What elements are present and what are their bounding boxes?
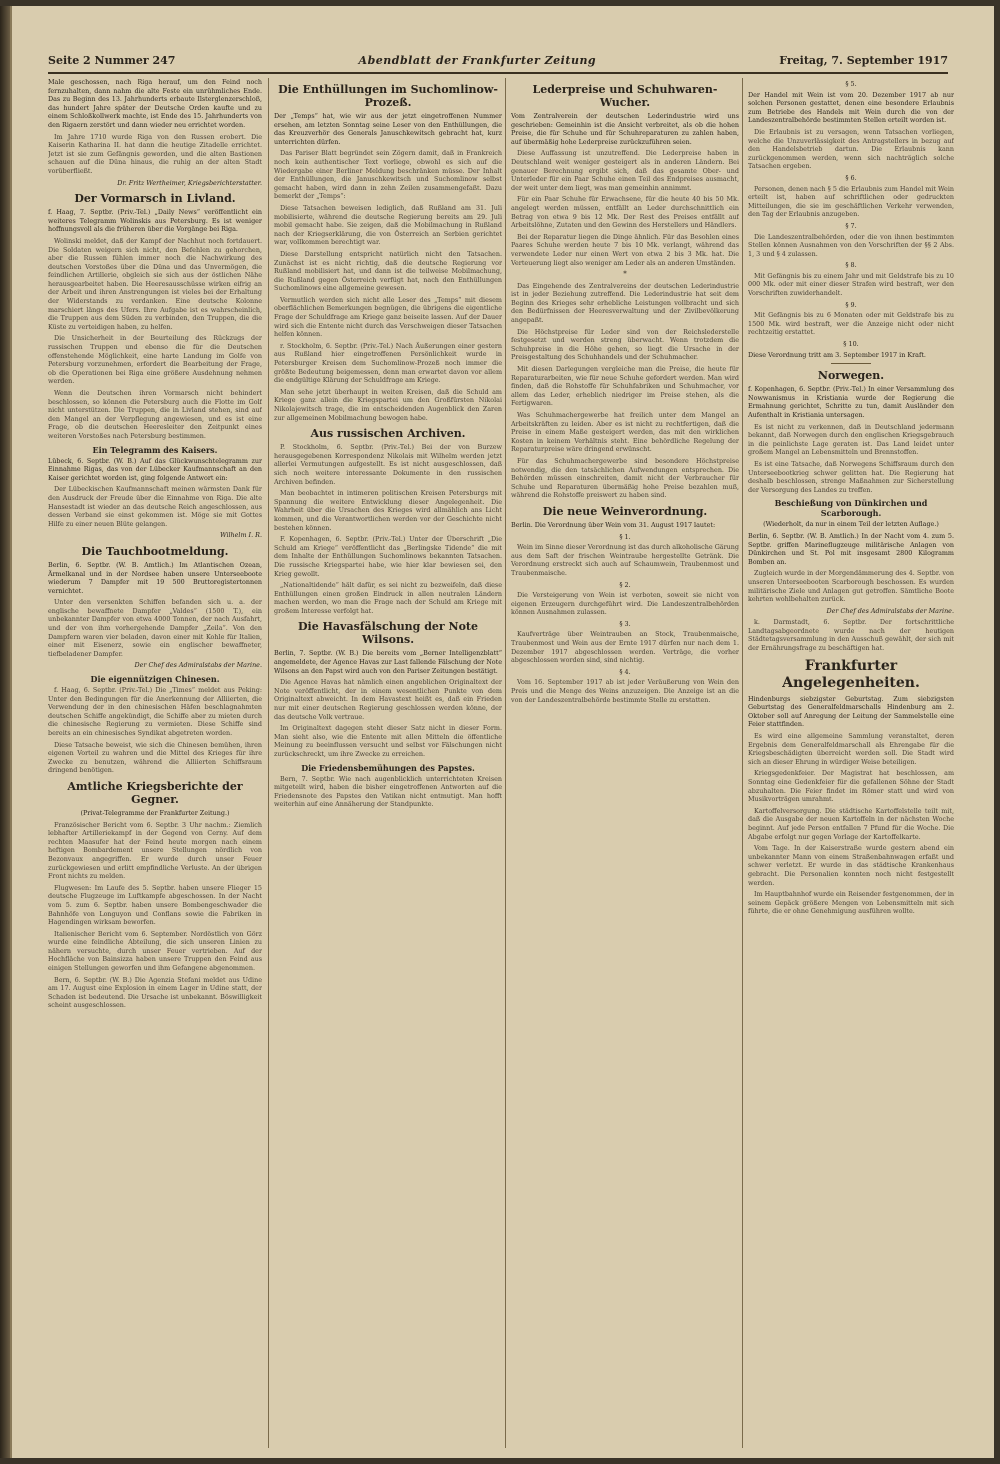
article-text: Kriegsgedenkfeier. Der Magistrat hat beschlossen, am Sonntag eine Gedenkfeier für die gefallenen Söhne der Stadt abzuhalten. Die Feier findet im Römer statt und wird von Musikvorträgen umrahmt. — [748, 769, 954, 804]
article-text: Vom 16. September 1917 ab ist jeder Veräußerung von Wein den Preis und die Menge des Weins anzuzeigen. Die Anzeige ist an die von der Landeszentralbehörde bestimmte Stelle zu erstatten. — [511, 678, 739, 704]
headline: Lederpreise und Schuhwaren-Wucher. — [532, 83, 718, 109]
article-text: Der Handel mit Wein ist vom 20. Dezember 1917 ab nur solchen Personen gestattet, denen eine besondere Erlaubnis zum Betriebe des Handels mit Wein durch die von der Landeszentralbehörde bestimmten Stellen erteilt worden ist. — [748, 90, 954, 125]
article-text: k. Darmstadt, 6. Septbr. Der fortschrittliche Landtagsabgeordnete wurde nach der heutigen Städtetagsversammlung in den Ausschuß gewählt, der sich mit der Ernährungsfrage zu beschäftigen hat. — [748, 618, 954, 653]
article-text: Im Jahre 1710 wurde Riga von den Russen erobert. Die Kaiserin Katharina II. hat dann die heutige Zitadelle errichtet. Jetzt ist sie zum Gefängnis geworden, und die alten Bastionen schauen auf die Düna hinaus, die ruhig an der alten Stadt vorüberfließt. — [48, 132, 262, 175]
article-text: Man beobachtet in intimeren politischen Kreisen Petersburgs mit Spannung die weitere Entwicklung dieser Angelegenheit. Die Wahrheit über die Ursachen des Krieges wird allmählich ans Licht kommen, und die Verantwortlichen werden vor der Geschichte nicht bestehen können. — [274, 489, 502, 532]
headline: Amtliche Kriegsberichte der Gegner. — [67, 779, 243, 806]
article-text: Mit Gefängnis bis zu einem Jahr und mit Geldstrafe bis zu 10 000 Mk. oder mit einer dieser Strafen wird bestraft, wer den Vorschriften zuwiderhandelt. — [748, 271, 954, 298]
headline: Der Vormarsch in Livland. — [74, 192, 236, 206]
article-text: Mit Gefängnis bis zu 6 Monaten oder mit Geldstrafe bis zu 1500 Mk. wird bestraft, wer die Anzeige nicht oder nicht rechtzeitig erstattet. — [748, 311, 954, 337]
paragraph-number: § 2. — [619, 580, 631, 589]
paragraph-number: § 6. — [845, 173, 857, 182]
article-text: Berlin, 7. Septbr. (W. B.) Die bereits vom „Berner Intelligenzblatt“ angemeldete, der Agence Havas zur Last fallende Fälschung der Note Wilsons an den Papst wird auch von den Pariser Zeitungen bestätigt. — [274, 649, 502, 675]
signature: Wilhelm I. R. — [219, 531, 262, 540]
headline: Ein Telegramm des Kaisers. — [92, 444, 218, 455]
column-divider — [268, 78, 269, 1448]
article-text: Die Höchstpreise für Leder sind von der Reichslederstelle festgesetzt und werden streng überwacht. Wenn trotzdem die Schuhpreise in die Höhe gehen, so liegt die Ursache in der Preisgestaltung des Schuhhandels und der Schuhmacher. — [511, 327, 739, 362]
article-text: Die Unsicherheit in der Beurteilung des Rückzugs der russischen Truppen und ebenso die für die Deutschen offenstehende Möglichkeit, eine harte Landung im Golfe von Petersburg vorzunehmen, erfordert die Bearbeitung der Frage, ob die Operationen bei Riga eine größere Ausdehnung nehmen werden. — [48, 334, 262, 386]
headline: Die Havasfälschung der Note Wilsons. — [297, 620, 478, 647]
article-text: Kaufverträge über Weintrauben an Stock, Traubenmaische, Traubenmost und Wein aus der Ernte 1917 dürfen nur nach dem 1. Dezember 1917 abgeschlossen werden. Verträge, die vorher abgeschlossen worden sind, sind nichtig. — [511, 630, 739, 665]
subheadline: (Privat-Telegramme der Frankfurter Zeitung.) — [80, 808, 230, 817]
article-text: Berlin. Die Verordnung über Wein vom 31. August 1917 lautet: — [511, 520, 716, 529]
column-2 — [274, 78, 502, 1458]
author-signature: Dr. Fritz Wertheimer, Kriegsberichterstatter. — [117, 178, 262, 187]
paragraph-number: § 10. — [843, 340, 859, 349]
article-text: Mit diesen Darlegungen vergleiche man die Preise, die heute für Reparaturarbeiten, wie für neue Schuhe gefordert werden. Man wird finden, daß die Rohstoffe für Schuhfabriken und Schuhmacher, vor allem das Leder, erheblich niedriger im Preise stehen, als die Fertigwaren. — [511, 365, 739, 408]
article-text: „Nationaltidende“ hält dafür, es sei nicht zu bezweifeln, daß diese Enthüllungen einen großen Eindruck in allen neutralen Ländern machen werden, wo man die Frage nach der Schuld am Kriege mit großem Interesse verfolgt hat. — [274, 581, 502, 615]
article-text: Französischer Bericht vom 6. Septbr. 3 Uhr nachm.: Ziemlich lebhafter Artilleriekampf in der Gegend von Cerny. Auf dem rechten Maasufer hat der Feind heute morgen nach einem heftigen Bombardement unsere Stellungen nördlich von Bezonvaux angegriffen. Er wurde durch unser Feuer zurückgewiesen und erlitt empfindliche Verluste. An der übrigen Front nichts zu melden. — [48, 820, 262, 881]
article-text: Bern, 7. Septbr. Wie nach augenblicklich unterrichteten Kreisen mitgeteilt wird, haben die bisher eingetroffenen Antworten auf die Friedensnote des Papstes den Vatikan nicht entmutigt. Man hofft weiterhin auf eine Annäherung der Standpunkte. — [274, 774, 502, 809]
article-text: Diese Verordnung tritt am 3. September 1917 in Kraft. — [748, 350, 926, 359]
article-text: Die Agence Havas hat nämlich einen angeblichen Originaltext der Note veröffentlicht, der in einem wesentlichen Punkte von dem Originaltext abweicht. In dem Havastext heißt es, daß ein Frieden nur mit einer deutschen Regierung geschlossen werden könne, der das deutsche Volk vertraue. — [274, 678, 502, 721]
article-text: f. Haag, 7. Septbr. (Priv.-Tel.) „Daily News“ veröffentlicht ein weiteres Telegramm Wolinskis aus Petersburg. Es ist weniger hoffnungsvoll als die früheren über die Vorgänge bei Riga. — [48, 208, 262, 234]
article-text: Die Landeszentralbehörden, oder die von ihnen bestimmten Stellen können Ausnahmen von den Vorschriften der §§ 2 Abs. 1, 3 und § 4 zulassen. — [748, 232, 954, 258]
column-3 — [511, 78, 739, 1458]
column-divider — [742, 78, 743, 1448]
article-text: Berlin, 6. Septbr. (W. B. Amtlich.) In der Nacht vom 4. zum 5. Septbr. griffen Marineflugzeuge militärische Anlagen von Dünkirchen und St. Pol mit insgesamt 2800 Kilogramm Bomben an. — [748, 531, 954, 566]
article-text: Kartoffelversorgung. Die städtische Kartoffelstelle teilt mit, daß die Ausgabe der neuen Kartoffeln in der nächsten Woche beginnt. Auf jede Person entfallen 7 Pfund für die Woche. Die Abgabe erfolgt nur gegen Vorlage der Kartoffelkarte. — [748, 806, 954, 841]
article-text: Hindenburgs siebzigster Geburtstag. Zum siebzigsten Geburtstag des Generalfeldmarschalls Hindenburg am 2. Oktober soll auf Anregung der Leitung der Sammelstelle eine Feier stattfinden. — [748, 694, 954, 729]
header-rule — [48, 72, 948, 74]
headline: Die eigennützigen Chinesen. — [90, 674, 220, 685]
paragraph-number: § 1. — [619, 532, 631, 541]
article-text: Vom Zentralverein der deutschen Lederindustrie wird uns geschrieben: Gemeinhin ist die Ansicht verbreitet, als ob die hohen Preise, die für Schuhe und für Schuhreparaturen zu zahlen haben, auf übermäßig hohe Lederpreise zurückzuführen seien. — [511, 112, 739, 146]
article-text: Diese Auffassung ist unzutreffend. Die Lederpreise haben in Deutschland weit weniger gesteigert als in anderen Ländern. Bei genauer Berechnung ergibt sich, daß das gesamte Ober- und Unterleder für ein Paar Schuhe einen Teil des Endpreises ausmacht, der weit unter dem liegt, was man gemeinhin annimmt. — [511, 149, 739, 192]
article-text: Diese Tatsachen beweisen lediglich, daß Rußland am 31. Juli mobilisierte, während die deutsche Regierung bereits am 29. Juli mobil gemacht habe. Sie zeigen, daß die Mobilmachung in Rußland nach der Kriegserklärung, die von Österreich an Serbien gerichtet war, vollkommen berechtigt war. — [274, 203, 502, 247]
article-text: Die Versteigerung von Wein ist verboten, soweit sie nicht von eigenen Erzeugern durchgeführt wird. Die Landeszentralbehörden können Ausnahmen zulassen. — [511, 591, 739, 617]
headline: Beschießung von Dünkirchen und Scarborough. — [774, 498, 928, 519]
article-text: Diese Tatsache beweist, wie sich die Chinesen bemühen, ihren eigenen Vorteil zu wahren und die Mittel des Krieges für ihre Zwecke zu benutzen, während die Alliierten Schiffsraum dringend benötigen. — [48, 740, 262, 775]
article-text: Wenn die Deutschen ihren Vormarsch nicht behindert beschlossen, so können die Petersburg auch die Flotte im Golf nicht unterstützen. Die Truppen, die in Livland stehen, sind auf den Mangel an der Verpflegung angewiesen, und es ist eine Frage, ob die deutschen Heeresleiter den Zeitpunkt eines weiteren Vorstoßes nach Petersburg bestimmen. — [48, 389, 262, 440]
binding-edge — [0, 6, 10, 1458]
article-text: F. Kopenhagen, 6. Septbr. (Priv.-Tel.) Unter der Überschrift „Die Schuld am Kriege“ veröffentlicht das „Berlingske Tidende“ die mit dem Inhalte der Enthüllungen Suchomlinows bekannten Tatsachen. Die russische Kriegspartei habe, wie hier klar bewiesen sei, den Krieg gewollt. — [274, 535, 502, 578]
column-divider — [505, 78, 506, 1448]
section-star: * — [623, 270, 627, 279]
column-4 — [748, 78, 954, 1458]
article-text: Im Hauptbahnhof wurde ein Reisender festgenommen, der in seinem Gepäck größere Mengen von Lebensmitteln mit sich führte, die er ohne Genehmigung ausführen wollte. — [748, 890, 954, 916]
headline: Die Enthüllungen im Suchomlinow-Prozeß. — [278, 83, 498, 109]
article-text: Unter den versenkten Schiffen befanden sich u. a. der englische bewaffnete Dampfer „Valdes“ (1500 T.), ein unbekannter Dampfer von etwa 4000 Tonnen, der nach Ausfahrt, und der von ihm vorhergehende Dampfer „Zeila“. Von den Dampfern waren vier beladen, davon einer mit Kohle für Italien, einer mit Eisenerz, sowie ein englischer bewaffneter, tiefbeladener Dampfer. — [48, 598, 262, 658]
article-text: f. Haag, 6. Septbr. (Priv.-Tel.) Die „Times“ meldet aus Peking: Unter den Bedingungen für die Anerkennung der Alliierten, die Verwendung der in den chinesischen Häfen beschlagnahmten deutschen Schiffe angekündigt, die Schiffe aber zu mieten durch die chinesische Regierung zu vermieten. Diese Schiffe sind bereits an ein chinesisches Syndikat abgetreten worden. — [48, 686, 262, 737]
article-text: Es wird eine allgemeine Sammlung veranstaltet, deren Ergebnis dem Generalfeldmarschall als Ehrengabe für die Kriegsbeschädigten überreicht werden soll. Die Stadt wird sich an dieser Ehrung in würdiger Weise beteiligen. — [748, 732, 954, 766]
article-text: Vom Tage. In der Kaiserstraße wurde gestern abend ein unbekannter Mann von einem Straßenbahnwagen erfaßt und schwer verletzt. Er wurde in das städtische Krankenhaus gebracht. Die Personalien konnten noch nicht festgestellt werden. — [748, 844, 954, 887]
header-masthead: Abendblatt der Frankfurter Zeitung — [358, 53, 597, 67]
article-text: Lübeck, 6. Septbr. (W. B.) Auf das Glückwunschtelegramm zur Einnahme Rigas, das von der Lübecker Kaufmannschaft an den Kaiser gerichtet worden ist, ging folgende Antwort ein: — [48, 456, 262, 482]
headline: Die neue Weinverordnung. — [542, 504, 708, 518]
headline: Aus russischen Archiven. — [310, 427, 466, 441]
headline: Die Friedensbemühungen des Papstes. — [301, 762, 475, 773]
paragraph-number: § 9. — [845, 300, 857, 309]
header-date: Freitag, 7. September 1917 — [779, 53, 948, 67]
article-text: Für das Schuhmachergewerbe sind besondere Höchstpreise notwendig, die den tatsächlichen Aufwendungen entsprechen. Die Behörden müssen einschreiten, damit nicht der Verbraucher für Schuhe und Reparaturen übermäßig hohe Preise bezahlen muß, während die Rohstoffe preiswert zu haben sind. — [511, 456, 739, 500]
paragraph-number: § 4. — [619, 667, 631, 676]
article-text: Für ein Paar Schuhe für Erwachsene, für die heute 40 bis 50 Mk. angelegt werden müssen, entfällt an Leder durchschnittlich ein Betrag von etwa 9 bis 12 Mk. Der Rest des Preises entfällt auf Arbeitslöhne, Zutaten und den Gewinn des Herstellers und Händlers. — [511, 195, 739, 230]
article-text: f. Kopenhagen, 6. Septbr. (Priv.-Tel.) In einer Versammlung des Nowwanismus in Kristiania wurde der Regierung die Ermahnung gerichtet, Schritte zu tun, damit Ausländer den Aufenthalt in Kristiania untersagen. — [748, 385, 954, 419]
column-1 — [48, 78, 262, 1458]
article-text: Was Schuhmachergewerbe hat freilich unter dem Mangel an Arbeitskräften zu leiden. Aber es ist nicht zu rechtfertigen, daß die Preise in einem Maße gesteigert werden, das mit den wirklichen Kosten in keinem Verhältnis steht. Eine behördliche Regelung der Reparaturpreise wäre dringend erwünscht. — [511, 411, 739, 454]
article-text: Diese Darstellung entspricht natürlich nicht den Tatsachen. Zunächst ist es nicht richtig, daß die deutsche Regierung vor Rußland mobilisiert hat, und dann ist die teilweise Mobilmachung, die Rußland gegen Österreich verfügt hat, nach den Enthüllungen Suchomlinows eine allgemeine gewesen. — [274, 249, 502, 293]
signature: Der Chef des Admiralstabs der Marine. — [826, 606, 954, 615]
paragraph-number: § 7. — [845, 221, 857, 230]
article-text: r. Stockholm, 6. Septbr. (Priv.-Tel.) Nach Äußerungen einer gestern aus Rußland hier eingetroffenen Persönlichkeit wurde in Petersburger Kreisen dem Suchomlinow-Prozeß noch immer die größte Bedeutung beigemessen, denn man erwartet davon vor allem die endgültige Klärung der Schuldfrage am Kriege. — [274, 341, 502, 385]
article-text: Das Pariser Blatt begründet sein Zögern damit, daß in Frankreich noch kein authentischer Text vorliege, obwohl es sich auf die Wiedergabe einer Berliner Meldung beschränken müsse. Der Inhalt der Enthüllungen, die Januschkewitsch und Suchomlinow selbst gemacht haben, wird dann in zehn Zeilen zusammengefaßt. Dazu bemerkt der „Temps“: — [274, 149, 502, 201]
article-text: Vermutlich werden sich nicht alle Leser des „Temps“ mit diesem oberflächlichen Bemerkungen begnügen, die übrigens die eigentliche Frage der Schuldfrage am Kriege ganz beiseite lassen. Auf der Dauer wird sich die Entente nicht durch das Verschweigen dieser Tatsachen helfen können. — [274, 295, 502, 339]
paragraph-number: § 3. — [619, 619, 631, 628]
article-text: Das Eingehende des Zentralvereins der deutschen Lederindustrie ist in jeder Beziehung zutreffend. Die Lederindustrie hat seit dem Beginn des Krieges sehr erhebliche Leistungen vollbracht und sich den Bedürfnissen der Heeresverwaltung und der Zivilbevölkerung angepaßt. — [511, 281, 739, 325]
article-text: Es ist nicht zu verkennen, daß in Deutschland jedermann bekannt, daß Norwegen durch den englischen Kriegsgebrauch in die peinlichste Lage geraten ist. Das Land leidet unter großem Mangel an Lebensmitteln und Brennstoffen. — [748, 422, 954, 457]
article-text: Male geschossen, nach Riga herauf, um den Feind noch fernzuhalten, dann nahm die alte Feste ein unrühmliches Ende. Das zu Beginn des 13. Jahrhunderts erbaute Ilsterglenzerschloß, das hundert Jahre später der Deutsche Orden kaufte und zu einem Schloßkollwerk machte, ist Ende des 15. Jahrhunderts von den Rigaern zerstört und dann wieder neu errichtet worden. — [48, 78, 262, 129]
article-text: P. Stockholm, 6. Septbr. (Priv.-Tel.) Bei der von Burzew herausgegebenen Korrespondenz Nikolais mit Wilhelm werden jetzt allerlei Vermutungen aufgestellt. Es ist nicht ausgeschlossen, daß sich noch weitere interessante Dokumente in den russischen Archiven befinden. — [274, 443, 502, 486]
article-text: Personen, denen nach § 5 die Erlaubnis zum Handel mit Wein erteilt ist, haben auf schriftlichen oder gedruckten Mitteilungen, die sie im geschäftlichen Verkehr verwenden, den Tag der Erlaubnis anzugeben. — [748, 184, 954, 219]
article-text: Es ist eine Tatsache, daß Norwegens Schiffsraum durch den Unterseebootkrieg schwer gelitten hat. Die Regierung hat deshalb beschlossen, strenge Maßnahmen zur Sicherstellung der Versorgung des Landes zu treffen. — [748, 459, 954, 494]
headline: Die Tauchbootmeldung. — [81, 544, 229, 558]
paragraph-number: § 5. — [845, 80, 857, 88]
article-text: Italienischer Bericht vom 6. September. Nordöstlich von Görz wurde eine feindliche Abteilung, die sich unseren Linien zu nähern versuchte, durch unser Feuer vertrieben. Auf der Hochfläche von Bainsizza haben unsere Truppen den Feind aus einigen Stellungen geworfen und ihm Gefangene abgenommen. — [48, 929, 262, 973]
article-text: Zugleich wurde in der Morgendämmerung des 4. Septbr. von unseren Unterseebooten Scarborough beschossen. Es wurden militärische Ziele und Anlagen gut getroffen. Sämtliche Boote kehrten wohlbehalten zurück. — [748, 569, 954, 604]
headline: Norwegen. — [817, 369, 885, 383]
article-text: Die Erlaubnis ist zu versagen, wenn Tatsachen vorliegen, welche die Unzuverlässigkeit des Antragstellers in bezug auf den Handelsbetrieb dartun. Die Erlaubnis kann zurückgenommen werden, wenn sich nachträglich solche Tatsachen ergeben. — [748, 127, 954, 171]
page-header — [48, 50, 948, 70]
headline: Frankfurter Angelegenheiten. — [782, 657, 920, 691]
article-text: Man sehe jetzt überhaupt in weiten Kreisen, daß die Schuld am Kriege ganz allein die Kriegspartei um den Großfürsten Nikolai Nikolajewitsch trage, die im entscheidenden Augenblick den Zaren zur allgemeinen Mobilmachung bewogen habe. — [274, 387, 502, 422]
article-text: Im Originaltext dagegen steht dieser Satz nicht in dieser Form. Man sieht also, wie die Entente mit allen Mitteln die öffentliche Meinung zu beeinflussen versucht und selbst vor Fälschungen nicht zurückschreckt, um ihre Zwecke zu erreichen. — [274, 724, 502, 758]
article-text: Flugwesen: Im Laufe des 5. Septbr. haben unsere Flieger 15 deutsche Flugzeuge im Luftkampfe abgeschossen. In der Nacht vom 5. zum 6. Septbr. haben unsere Bombengeschwader die Bahnhöfe von Longuyon und Conflans sowie die Fabriken in Hagendingen wirksam beworfen. — [48, 883, 262, 927]
article-text: Berlin, 6. Septbr. (W. B. Amtlich.) Im Atlantischen Ozean, Ärmelkanal und in der Nordsee haben unsere Unterseeboote wiederum 7 Dampfer mit 19 500 Bruttoregistertonnen vernichtet. — [48, 560, 262, 595]
signature: Der Chef des Admiralstabs der Marine. — [134, 661, 262, 670]
subheadline: (Wiederholt, da nur in einem Teil der letzten Auflage.) — [763, 520, 939, 529]
article-text: Bern, 6. Septbr. (W. B.) Die Agenzia Stefani meldet aus Udine am 17. August eine Explosion in einem Lager in Udine statt, der Schaden ist bedeutend. Die Ursache ist unbekannt. Böswilligkeit scheint ausgeschlossen. — [48, 975, 262, 1010]
article-text: Wein im Sinne dieser Verordnung ist das durch alkoholische Gärung aus dem Saft der frischen Weintraube hergestellte Getränk. Die Verordnung erstreckt sich auch auf Schaumwein, Traubenmost und Traubenmaische. — [511, 543, 739, 577]
article-text: Bei der Reparatur liegen die Dinge ähnlich. Für das Besohlen eines Paares Schuhe werden heute 7 bis 10 Mk. verlangt, während das verwendete Leder nur einen Wert von etwa 2 bis 3 Mk. hat. Die Verteuerung liegt also weniger am Leder als an anderen Umständen. — [511, 232, 739, 267]
article-text: Der Lübeckischen Kaufmannschaft meinen wärmsten Dank für den Ausdruck der Freude über die Einnahme von Riga. Die alte Hansestadt ist wieder an das deutsche Reich angeschlossen, aus dessen Verband sie einst gekommen ist. Möge sie mit Gottes Hilfe zu einer neuen Blüte gelangen. — [48, 485, 262, 528]
divider — [831, 363, 871, 364]
newspaper-page — [10, 6, 994, 1458]
paragraph-number: § 8. — [845, 261, 857, 270]
header-page-number: Seite 2 Nummer 247 — [48, 53, 176, 67]
article-text: Wolinski meldet, daß der Kampf der Nachhut noch fortdauert. Die Soldaten weigern sich nicht, den Befehlen zu gehorchen, aber die Russen fühlen immer noch die Nachwirkung des deutschen Vorstoßes über die Düna und das Unvermögen, die feindlichen Artillerie, obgleich sie sich aus der östlichen Nähe herausgearbeitet haben. Die Heeresausschüsse wirken eifrig an der Arbeit und ihren Anstrengungen ist vieles bei der Erhaltung der Widerstands zu verdanken. Eine deutsche Kolonne marschiert längs des Ufers. Ihre Aufgabe ist es wahrscheinlich, die Truppen aus dem Süden zu verbinden, den Truppen, die die Küste zu verteidigen haben, zu helfen. — [48, 236, 262, 331]
article-text: Der „Temps“ hat, wie wir aus der jetzt eingetroffenen Nummer ersehen, am letzten Sonntag seine Leser von den Enthüllungen, die das Kreuzverhör des Generals Januschkewitsch gebracht hat, kurz unterrichten dürfen. — [274, 112, 502, 146]
